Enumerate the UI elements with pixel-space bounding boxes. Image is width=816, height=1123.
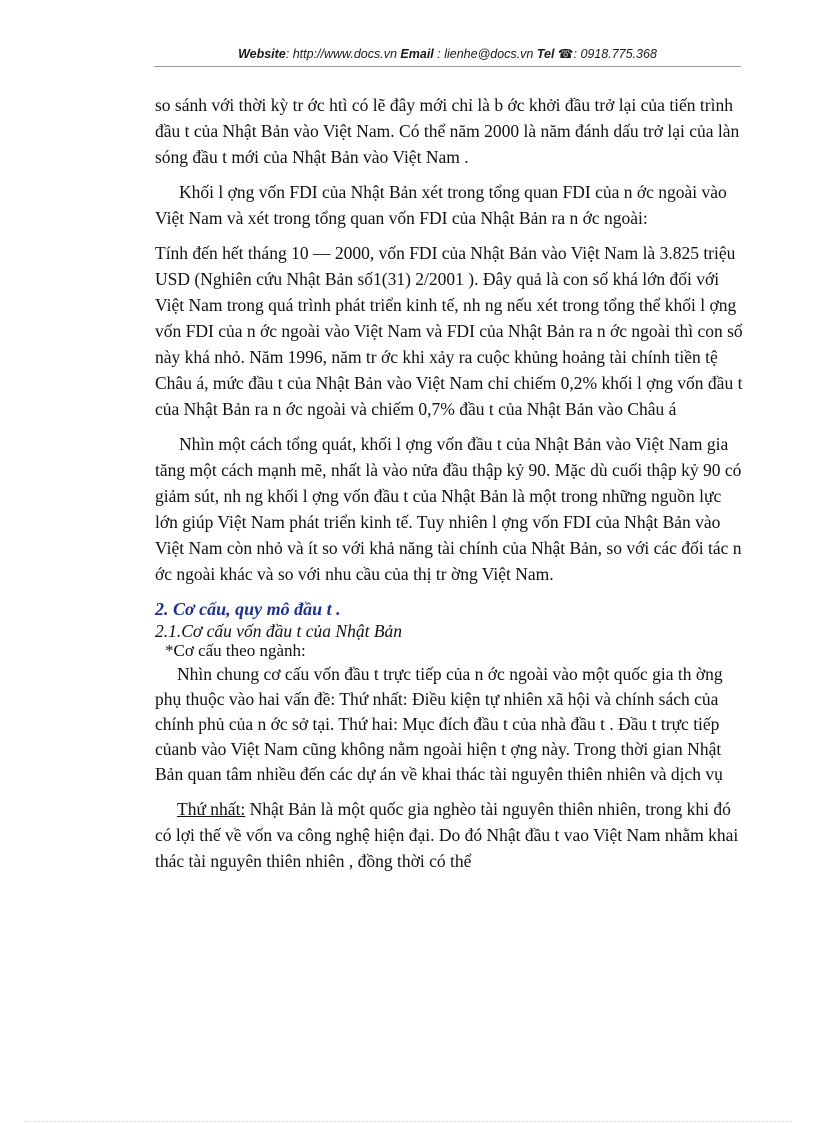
website-url[interactable]: : http://www.docs.vn xyxy=(285,47,397,61)
subsection-heading: 2.1.Cơ cấu vốn đầu t của Nhật Bản xyxy=(155,621,403,641)
footer-divider xyxy=(24,1121,792,1122)
email-label: Email xyxy=(400,47,434,61)
paragraph-4: Nhìn một cách tổng quát, khối l ợng vốn đầu t của Nhật Bản vào Việt Nam gia tăng một cách mạnh mẽ, nhất là vào nửa đầu thập kỷ 90. Mặc dù cuối thập kỷ 90 có giảm sút, nh ng khối l ợng vốn đầu t của Nhật Bản là một trong những nguồn lực lớn giúp Việt Nam phát triển kinh tế. Tuy nhiên l ợng vốn FDI của Nhật Bản vào Việt Nam còn nhỏ và ít so với khả năng tài chính của Nhật Bản, so với các đối tác n ớc ngoài khác và so với nhu cầu của thị tr ờng Việt Nam. xyxy=(155,434,742,584)
tel-label: Tel xyxy=(536,47,555,61)
paragraph-6-lead: Thứ nhất: xyxy=(177,799,246,819)
website-label: Website xyxy=(238,47,286,61)
paragraph-2: Khối l ợng vốn FDI của Nhật Bản xét trong tổng quan FDI của n ớc ngoài vào Việt Nam và xét trong tổng quan vốn FDI của Nhật Bản ra n ớc ngoài: xyxy=(155,182,727,228)
section-heading: 2. Cơ cấu, quy mô đầu t . xyxy=(155,599,341,619)
tel-number: : 0918.775.368 xyxy=(573,47,657,61)
phone-icon: ☎ xyxy=(557,47,574,61)
paragraph-3: Tính đến hết tháng 10 — 2000, vốn FDI của Nhật Bản vào Việt Nam là 3.825 triệu USD (Nghiên cứu Nhật Bản số1(31) 2/2001 ). Đây quả là con số khá lớn đối với Việt Nam trong quá trình phát triển kinh tế, nh ng nếu xét trong tổng thể khối l ợng vốn FDI của n ớc ngoài vào Việt Nam và FDI của Nhật Bản ra n ớc ngoài thì con số này khá nhỏ. Năm 1996, năm tr ớc khi xảy ra cuộc khủng hoảng tài chính tiền tệ Châu á, mức đầu t của Nhật Bản vào Việt Nam chỉ chiếm 0,2% khối l ợng vốn đầu t của Nhật Bản ra n ớc ngoài và chiếm 0,7% đầu t của Nhật Bản vào Châu á xyxy=(155,243,743,419)
header-divider xyxy=(154,66,741,67)
paragraph-6-text: Nhật Bản là một quốc gia nghèo tài nguyên thiên nhiên, trong khi đó có lợi thế về vốn va công nghệ hiện đại. Do đó Nhật đầu t vao Việt Nam nhằm khai thác tài nguyên thiên nhiên , đồng thời có thể xyxy=(155,799,739,871)
page-header xyxy=(154,46,741,68)
paragraph-5: Nhìn chung cơ cấu vốn đầu t trực tiếp của n ớc ngoài vào một quốc gia th ờng phụ thuộc vào hai vấn đề: Thứ nhất: Điều kiện tự nhiên xã hội và chính sách của chính phủ của n ớc sở tại. Thứ hai: Mục đích đầu t của nhà đầu t . Đầu t trực tiếp củanb vào Việt Nam cũng không nằm ngoài hiện t ợng này. Trong thời gian Nhật Bản quan tâm nhiều đến các dự án về khai thác tài nguyên thiên nhiên và dịch vụ xyxy=(155,664,723,784)
document-body xyxy=(155,92,745,883)
paragraph-6 xyxy=(155,796,745,874)
sub-label: *Cơ cấu theo ngành: xyxy=(165,641,306,660)
email-address[interactable]: : lienhe@docs.vn xyxy=(437,47,534,61)
paragraph-1: so sánh với thời kỳ tr ớc htì có lẽ đây mới chỉ là b ớc khởi đầu trở lại của tiến trình đầu t của Nhật Bản vào Việt Nam. Có thể năm 2000 là năm đánh dấu trở lại của làn sóng đầu t mới của Nhật Bản vào Việt Nam . xyxy=(155,95,740,167)
